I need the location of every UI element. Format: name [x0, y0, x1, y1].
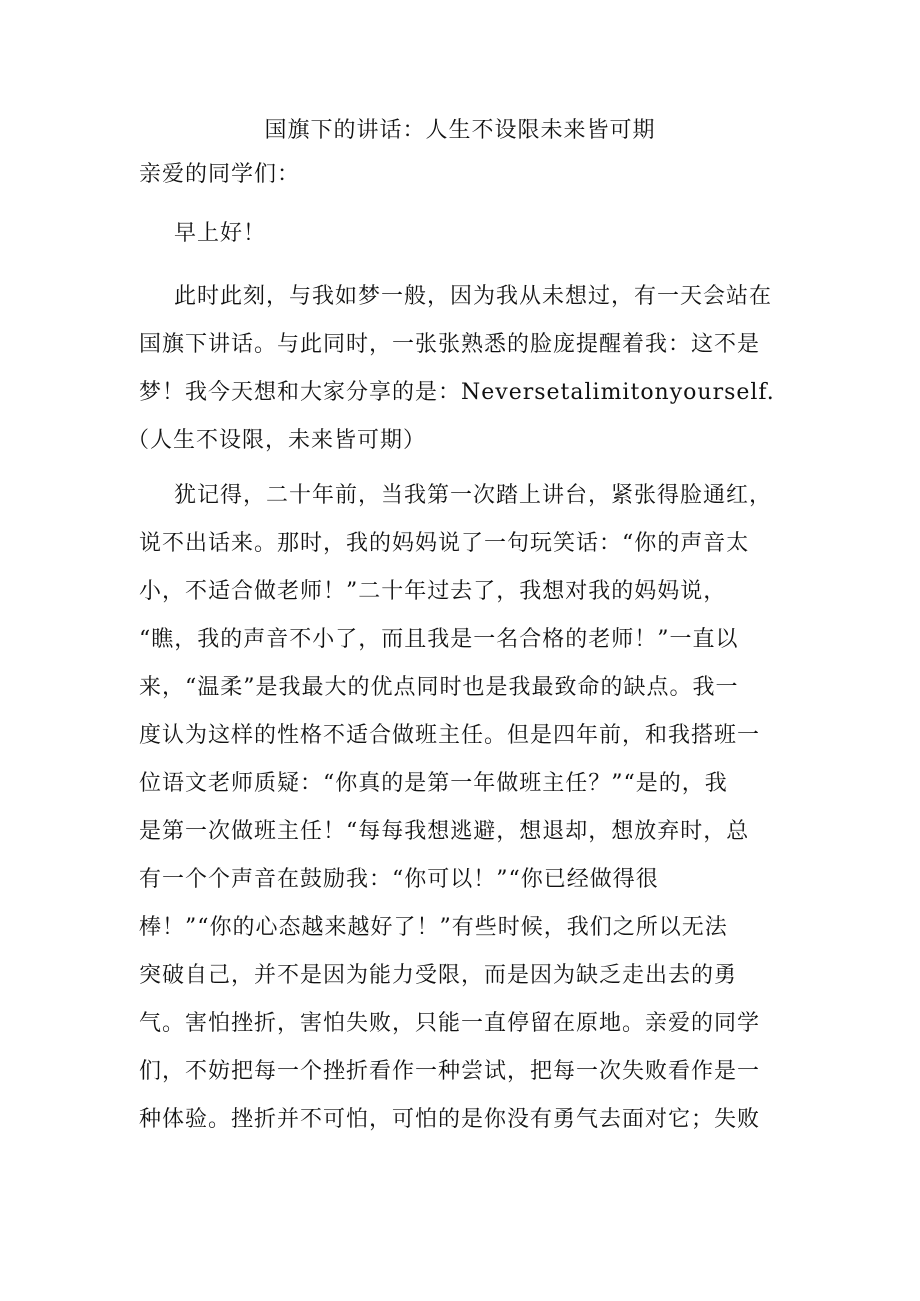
paragraph-line: 是第一次做班主任！“每每我想逃避，想退却，想放弃时，总: [139, 819, 750, 844]
paragraph-line: 们，不妨把每一个挫折看作一种尝试，把每一次失败看作是一: [139, 1059, 761, 1084]
paragraph-line: 国旗下讲话。与此同时，一张张熟悉的脸庞提醒着我：这不是: [139, 332, 761, 357]
document-title: 国旗下的讲话：人生不设限未来皆可期: [264, 118, 656, 143]
paragraph-line: “瞧，我的声音不小了，而且我是一名合格的老师！”一直以: [139, 627, 739, 652]
paragraph-line: 早上好！: [174, 221, 267, 246]
paragraph-line: 度认为这样的性格不适合做班主任。但是四年前，和我搭班一: [139, 723, 761, 748]
paragraph-line: 小，不适合做老师！”二十年过去了，我想对我的妈妈说，: [139, 579, 727, 604]
paragraph-good-morning: [139, 210, 779, 258]
salutation: 亲爱的同学们：: [139, 162, 301, 187]
paragraph-line: 有一个个声音在鼓励我：“你可以！”“你已经做得很: [139, 867, 659, 892]
paragraph-line: 此时此刻，与我如梦一般，因为我从未想过，有一天会站在: [174, 284, 773, 309]
paragraph-line: 梦！我今天想和大家分享的是：Neversetalimitonyourself.: [139, 380, 775, 405]
paragraph-line: 说不出话来。那时，我的妈妈说了一句玩笑话：“你的声音太: [139, 531, 750, 556]
paragraph-line: 犹记得，二十年前，当我第一次踏上讲台，紧张得脸通红，: [174, 483, 773, 508]
paragraph-line: 气。害怕挫折，害怕失败，只能一直停留在原地。亲爱的同学: [139, 1011, 761, 1036]
paragraph-story: [139, 472, 779, 1144]
paragraph-line: 突破自己，并不是因为能力受限，而是因为缺乏走出去的勇: [139, 963, 738, 988]
paragraph-line: 种体验。挫折并不可怕，可怕的是你没有勇气去面对它；失败: [139, 1107, 761, 1132]
paragraph-line: （人生不设限，未来皆可期）: [127, 428, 427, 453]
paragraph-intro: [127, 273, 779, 465]
paragraph-line: 来，“温柔”是我最大的优点同时也是我最致命的缺点。我一: [139, 675, 739, 700]
paragraph-line: 棒！”“你的心态越来越好了！”有些时候，我们之所以无法: [139, 915, 728, 940]
paragraph-line: 位语文老师质疑：“你真的是第一年做班主任？”“是的，我: [139, 771, 728, 796]
